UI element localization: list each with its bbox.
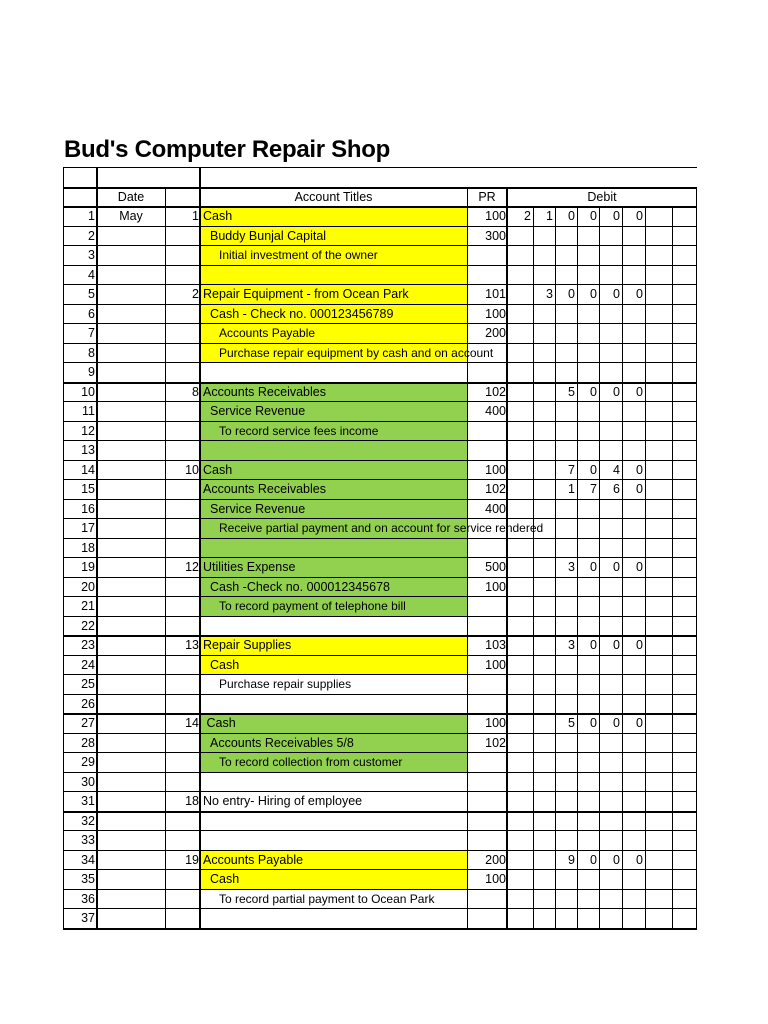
row-number: 11 bbox=[82, 404, 95, 418]
post-ref: 102 bbox=[485, 384, 506, 399]
entry-description: Purchase repair equipment by cash and on account bbox=[219, 345, 494, 360]
row-number: 23 bbox=[81, 638, 95, 652]
row-highlight bbox=[200, 266, 467, 286]
row-number: 5 bbox=[88, 287, 95, 301]
entry-description: Purchase repair supplies bbox=[219, 677, 352, 691]
debit-digit: 0 bbox=[613, 638, 620, 652]
debit-digit: 0 bbox=[590, 716, 597, 730]
post-ref: 102 bbox=[485, 482, 506, 496]
debit-digit: 0 bbox=[636, 462, 643, 477]
grid-line bbox=[63, 460, 697, 461]
account-title: Service Revenue bbox=[210, 501, 306, 516]
date-day: 10 bbox=[185, 462, 199, 477]
row-number: 7 bbox=[88, 326, 95, 340]
account-title: Accounts Receivables 5/8 bbox=[210, 735, 354, 750]
debit-digit: 2 bbox=[524, 209, 531, 223]
account-title: Buddy Bunjal Capital bbox=[210, 228, 327, 243]
date-day: 13 bbox=[185, 638, 199, 652]
debit-digit: 4 bbox=[613, 462, 620, 477]
debit-digit: 5 bbox=[568, 384, 575, 399]
row-number: 30 bbox=[81, 774, 95, 789]
debit-digit: 0 bbox=[590, 638, 597, 652]
entry-description: To record partial payment to Ocean Park bbox=[219, 891, 435, 906]
entry-description: To record collection from customer bbox=[219, 755, 403, 769]
grid-line bbox=[533, 207, 534, 929]
grid-line bbox=[63, 187, 697, 189]
post-ref: 100 bbox=[485, 657, 506, 672]
row-number: 16 bbox=[81, 501, 95, 516]
debit-digit: 0 bbox=[590, 287, 597, 301]
grid-line bbox=[63, 869, 697, 870]
debit-digit: 5 bbox=[568, 716, 575, 730]
row-number: 36 bbox=[81, 891, 95, 906]
account-title: Cash bbox=[203, 462, 233, 477]
row-number: 29 bbox=[81, 755, 95, 769]
grid-line bbox=[577, 207, 578, 929]
account-title: Cash - Check no. 000123456789 bbox=[210, 306, 394, 321]
post-ref: 102 bbox=[485, 735, 506, 750]
grid-line bbox=[467, 187, 468, 929]
debit-digit: 1 bbox=[568, 482, 575, 496]
row-number: 6 bbox=[88, 306, 95, 321]
grid-line bbox=[63, 694, 697, 695]
row-number: 12 bbox=[81, 423, 95, 438]
grid-line bbox=[506, 187, 508, 929]
header-debit: Debit bbox=[587, 190, 617, 204]
debit-digit: 0 bbox=[636, 384, 643, 399]
account-title: Cash bbox=[203, 209, 233, 223]
grid-line bbox=[63, 655, 697, 656]
row-number: 31 bbox=[81, 794, 95, 808]
row-number: 10 bbox=[81, 384, 95, 399]
entry-description: To record service fees income bbox=[219, 423, 379, 438]
account-title: Accounts Receivables bbox=[203, 482, 326, 496]
row-highlight bbox=[200, 539, 467, 559]
date-month: May bbox=[119, 209, 143, 223]
date-day: 18 bbox=[185, 794, 199, 808]
grid-line bbox=[555, 207, 556, 929]
debit-digit: 3 bbox=[568, 560, 575, 574]
account-title: Service Revenue bbox=[210, 404, 306, 418]
header-pr: PR bbox=[478, 190, 496, 204]
row-number: 24 bbox=[81, 657, 95, 672]
post-ref: 101 bbox=[485, 287, 506, 301]
grid-line bbox=[63, 557, 697, 558]
debit-digit: 0 bbox=[613, 384, 620, 399]
debit-digit: 0 bbox=[590, 384, 597, 399]
debit-digit: 0 bbox=[613, 716, 620, 730]
post-ref: 400 bbox=[485, 404, 506, 418]
grid-line bbox=[63, 401, 697, 402]
debit-digit: 6 bbox=[613, 482, 620, 496]
post-ref: 100 bbox=[485, 716, 506, 730]
grid-line bbox=[645, 207, 646, 929]
post-ref: 100 bbox=[485, 306, 506, 321]
debit-digit: 0 bbox=[613, 560, 620, 574]
entry-description: Receive partial payment and on account for service rendered bbox=[219, 521, 544, 535]
debit-digit: 0 bbox=[613, 209, 620, 223]
row-highlight bbox=[200, 441, 467, 461]
row-number: 22 bbox=[81, 618, 95, 633]
debit-digit: 0 bbox=[590, 462, 597, 477]
row-number: 13 bbox=[81, 443, 95, 457]
row-highlight bbox=[200, 870, 467, 890]
row-number: 25 bbox=[81, 677, 95, 691]
grid-line bbox=[672, 207, 673, 929]
entry-description: To record payment of telephone bill bbox=[219, 599, 406, 613]
row-number: 18 bbox=[81, 540, 95, 555]
post-ref: 100 bbox=[485, 872, 506, 886]
debit-digit: 0 bbox=[636, 716, 643, 730]
debit-digit: 0 bbox=[636, 287, 643, 301]
date-day: 1 bbox=[192, 209, 199, 223]
row-number: 21 bbox=[81, 599, 95, 613]
grid-line bbox=[63, 479, 697, 480]
row-number: 1 bbox=[88, 209, 95, 223]
grid-line bbox=[63, 850, 697, 851]
debit-digit: 0 bbox=[636, 560, 643, 574]
grid-line bbox=[63, 635, 697, 637]
row-number: 3 bbox=[88, 248, 95, 262]
header-date: Date bbox=[117, 190, 145, 204]
grid-line bbox=[63, 733, 697, 734]
grid-line bbox=[63, 713, 697, 715]
grid-line bbox=[63, 791, 697, 792]
grid-line bbox=[696, 187, 697, 929]
debit-digit: 0 bbox=[636, 638, 643, 652]
grid-line bbox=[63, 830, 697, 831]
account-title: No entry- Hiring of employee bbox=[203, 794, 363, 808]
grid-line bbox=[63, 499, 697, 500]
debit-digit: 3 bbox=[568, 638, 575, 652]
grid-line bbox=[622, 207, 623, 929]
grid-line bbox=[200, 167, 697, 168]
row-number: 19 bbox=[81, 560, 95, 574]
post-ref: 500 bbox=[485, 560, 506, 574]
post-ref: 100 bbox=[485, 462, 506, 477]
page-title: Bud's Computer Repair Shop bbox=[64, 136, 390, 163]
grid-line bbox=[63, 674, 697, 675]
date-day: 14 bbox=[185, 716, 199, 730]
grid-line bbox=[599, 207, 600, 929]
account-title: Accounts Receivables bbox=[203, 384, 326, 399]
grid-line bbox=[63, 440, 697, 441]
row-number: 35 bbox=[81, 872, 95, 886]
row-highlight bbox=[200, 656, 467, 676]
grid-line bbox=[63, 265, 697, 266]
post-ref: 400 bbox=[485, 501, 506, 516]
grid-line bbox=[63, 167, 200, 168]
debit-digit: 1 bbox=[546, 209, 553, 223]
debit-digit: 0 bbox=[590, 209, 597, 223]
grid-line bbox=[63, 811, 697, 813]
debit-digit: 7 bbox=[568, 462, 575, 477]
row-number: 4 bbox=[88, 267, 95, 282]
entry-description: Accounts Payable bbox=[219, 326, 316, 340]
debit-digit: 3 bbox=[546, 287, 553, 301]
header-account-titles: Account Titles bbox=[294, 190, 373, 204]
debit-digit: 0 bbox=[568, 209, 575, 223]
row-number: 26 bbox=[81, 696, 95, 711]
account-title: Cash bbox=[210, 872, 240, 886]
grid-line bbox=[63, 928, 697, 930]
account-title: Cash -Check no. 000012345678 bbox=[210, 579, 390, 594]
row-number: 20 bbox=[81, 579, 95, 594]
row-number: 33 bbox=[81, 833, 95, 847]
debit-digit: 0 bbox=[636, 852, 643, 867]
post-ref: 300 bbox=[485, 228, 506, 243]
account-title: Accounts Payable bbox=[203, 852, 304, 867]
debit-digit: 0 bbox=[613, 287, 620, 301]
row-number: 2 bbox=[88, 228, 95, 243]
grid-line bbox=[63, 226, 697, 227]
debit-digit: 7 bbox=[590, 482, 597, 496]
row-number: 17 bbox=[81, 521, 95, 535]
debit-digit: 0 bbox=[636, 482, 643, 496]
date-day: 12 bbox=[185, 560, 199, 574]
row-highlight bbox=[200, 461, 467, 481]
account-title: Utilities Expense bbox=[203, 560, 296, 574]
row-number: 27 bbox=[81, 716, 95, 730]
post-ref: 103 bbox=[485, 638, 506, 652]
grid-line bbox=[165, 187, 166, 929]
account-title: Repair Supplies bbox=[203, 638, 292, 652]
row-highlight bbox=[200, 714, 467, 734]
post-ref: 100 bbox=[485, 579, 506, 594]
debit-digit: 9 bbox=[568, 852, 575, 867]
debit-digit: 0 bbox=[590, 852, 597, 867]
date-day: 19 bbox=[185, 852, 199, 867]
grid-line bbox=[63, 206, 697, 208]
row-number: 15 bbox=[81, 482, 95, 496]
grid-line bbox=[63, 382, 697, 384]
account-title: Cash bbox=[210, 657, 240, 672]
row-number: 9 bbox=[88, 365, 95, 379]
grid-line bbox=[63, 167, 64, 929]
debit-digit: 0 bbox=[636, 209, 643, 223]
row-number: 28 bbox=[81, 735, 95, 750]
row-number: 34 bbox=[81, 852, 95, 867]
date-day: 8 bbox=[192, 384, 199, 399]
debit-digit: 0 bbox=[568, 287, 575, 301]
account-title: Cash bbox=[203, 716, 236, 730]
grid-line bbox=[63, 421, 697, 422]
row-number: 8 bbox=[88, 345, 95, 360]
post-ref: 200 bbox=[485, 326, 506, 340]
row-highlight bbox=[200, 207, 467, 227]
row-number: 37 bbox=[81, 911, 95, 925]
grid-line bbox=[63, 245, 697, 246]
account-title: Repair Equipment - from Ocean Park bbox=[203, 287, 409, 301]
post-ref: 200 bbox=[485, 852, 506, 867]
grid-line bbox=[96, 167, 98, 929]
row-number: 32 bbox=[81, 813, 95, 828]
entry-description: Initial investment of the owner bbox=[219, 248, 378, 262]
date-day: 2 bbox=[192, 287, 199, 301]
debit-digit: 0 bbox=[613, 852, 620, 867]
row-number: 14 bbox=[81, 462, 95, 477]
debit-digit: 0 bbox=[590, 560, 597, 574]
grid-line bbox=[199, 167, 201, 929]
post-ref: 100 bbox=[485, 209, 506, 223]
